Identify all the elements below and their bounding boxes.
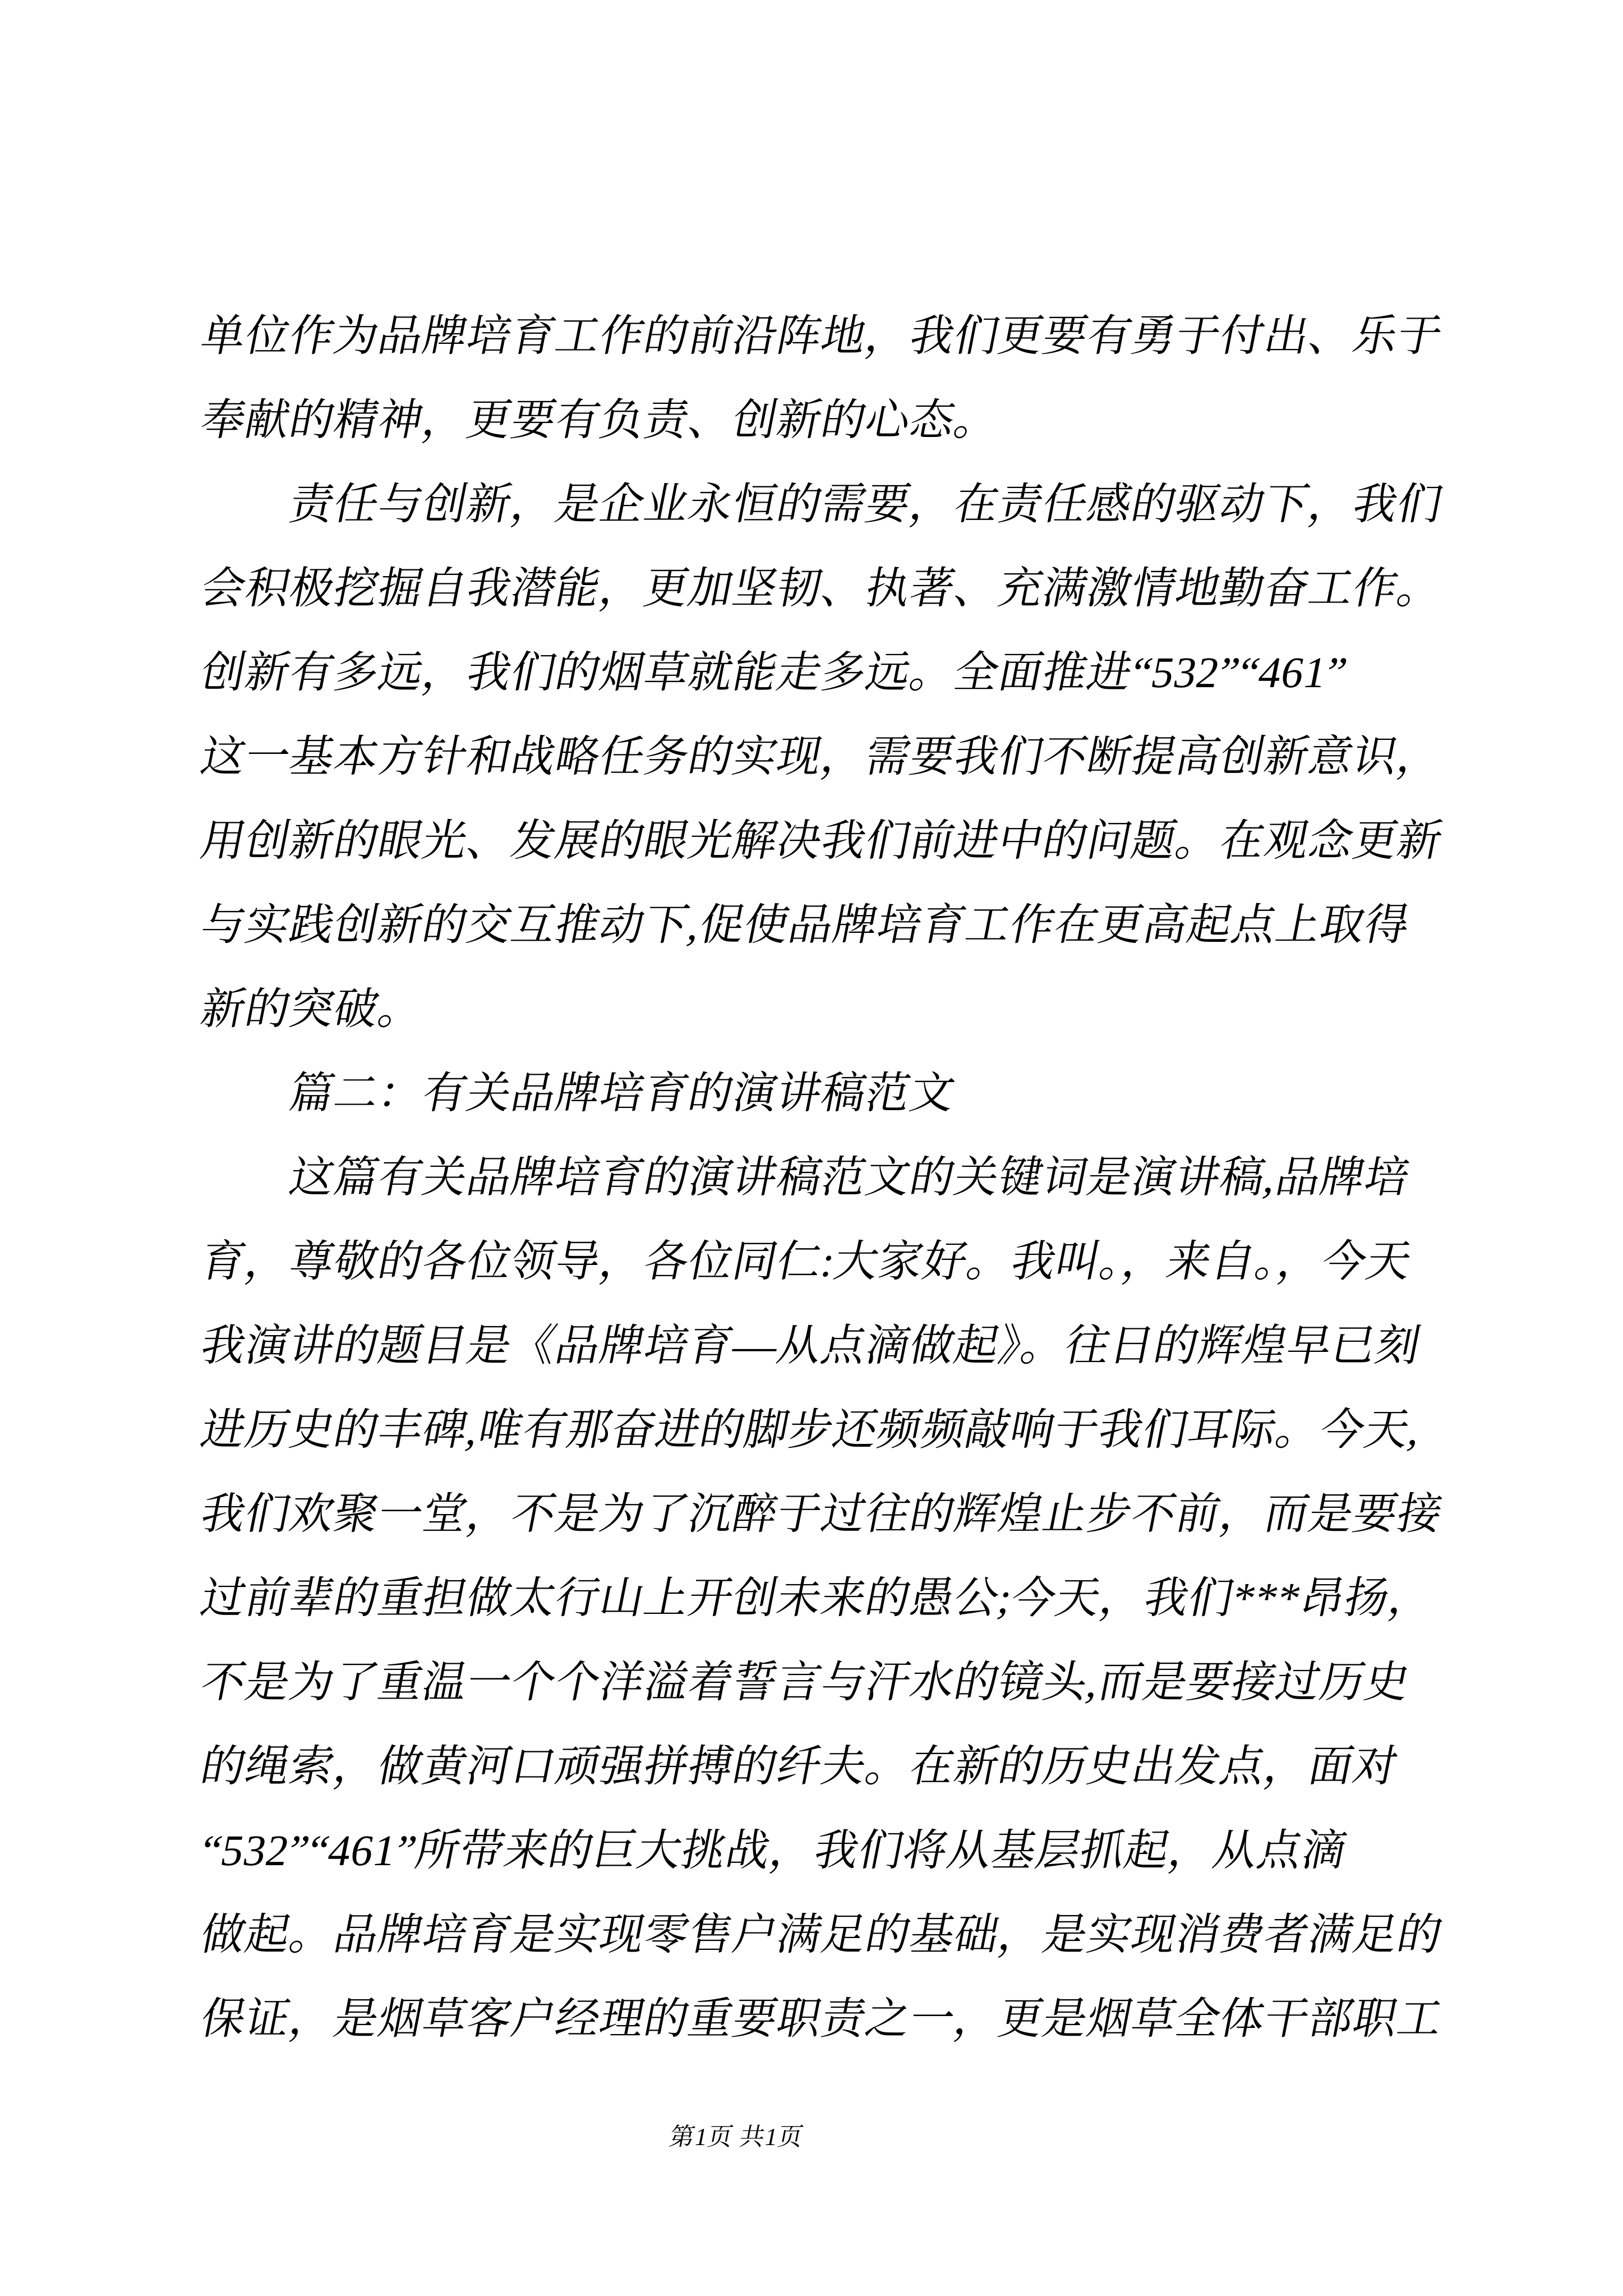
text-line: “532”“461”所带来的巨大挑战，我们将从基层抓起，从点滴 [197, 1826, 1352, 1875]
text-line: 不是为了重温一个个洋溢着誓言与汗水的镜头,而是要接过历史 [197, 1658, 1414, 1706]
text-line: 这篇有关品牌培育的演讲稿范文的关键词是演讲稿,品牌培 [285, 1153, 1414, 1202]
text-line: 用创新的眼光、发展的眼光解决我们前进中的问题。在观念更新 [197, 816, 1447, 865]
text-line: 奉献的精神，更要有负责、创新的心态。 [197, 395, 1004, 444]
text-line: 会积极挖掘自我潜能，更加坚韧、执著、充满激情地勤奋工作。 [197, 564, 1447, 613]
text-line: 这一基本方针和战略任务的实现，需要我们不断提高创新意识， [197, 732, 1447, 781]
page-footer: 第1页 共1页 [667, 2123, 806, 2151]
text-line: 保证，是烟草客户经理的重要职责之一，更是烟草全体干部职工 [197, 1994, 1447, 2043]
text-line: 进历史的丰碑,唯有那奋进的脚步还频频敲响于我们耳际。今天, [197, 1405, 1426, 1454]
text-line: 单位作为品牌培育工作的前沿阵地，我们更要有勇于付出、乐于 [197, 311, 1447, 360]
text-line section-heading: 篇二：有关品牌培育的演讲稿范文 [285, 1069, 960, 1117]
text-line: 过前辈的重担做太行山上开创未来的愚公;今天，我们***昂扬， [197, 1573, 1438, 1622]
text-line: 我演讲的题目是《品牌培育—从点滴做起》。往日的辉煌早已刻 [197, 1321, 1426, 1370]
text-line: 的绳索，做黄河口顽强拼搏的纤夫。在新的历史出发点，面对 [197, 1742, 1403, 1791]
text-line: 责任与创新，是企业永恒的需要，在责任感的驱动下，我们 [285, 480, 1447, 528]
text-line: 与实践创新的交互推动下,促使品牌培育工作在更高起点上取得 [197, 900, 1414, 949]
text-line: 我们欢聚一堂，不是为了沉醉于过往的辉煌止步不前，而是要接 [197, 1489, 1447, 1538]
document-body-text [193, 294, 1450, 2061]
text-line: 创新有多远，我们的烟草就能走多远。全面推进“532”“461” [197, 648, 1352, 697]
text-line: 新的突破。 [197, 984, 428, 1033]
text-line: 育，尊敬的各位领导，各位同仁:大家好。我叫。，来自。，今天 [197, 1237, 1416, 1286]
text-line: 做起。品牌培育是实现零售户满足的基础，是实现消费者满足的 [197, 1910, 1447, 1959]
